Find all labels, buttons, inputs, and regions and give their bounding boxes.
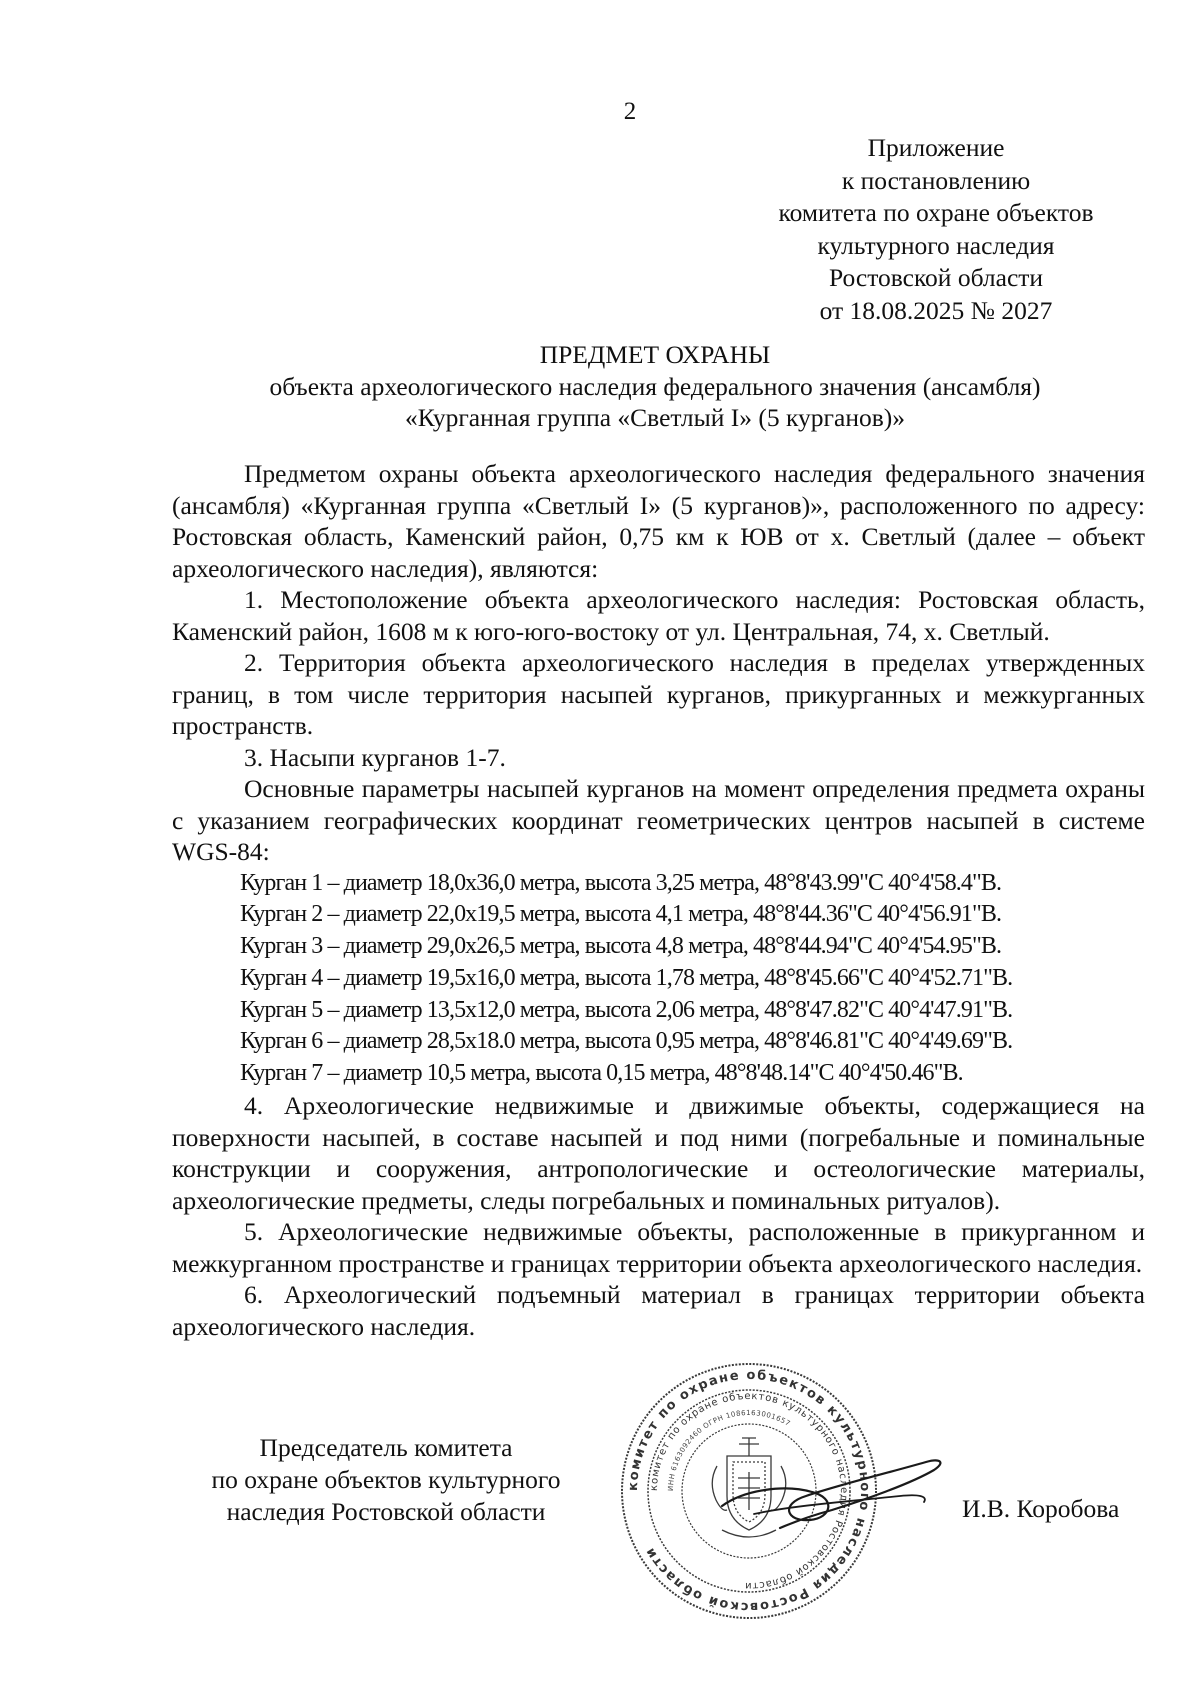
approval-line: Ростовской области: [828, 263, 1044, 292]
item-4-objects: 4. Археологические недвижимые и движимые объекты, содержащиеся на поверхности насыпей, в составе насыпей и под ними (погребальные и поминальные конструкции и сооружения, антропологические и остеологические материалы, археологические предметы, следы погребальных и поминальных ритуалов).: [172, 1091, 1145, 1215]
item-2-territory: 2. Территория объекта археологического наследия в пределах утвержденных границ, в том числе территория насыпей курганов, прикурганных и межкурганных пространств.: [172, 648, 1145, 740]
title-subtitle-line-1: объекта археологического наследия федерального значения (ансамбля): [269, 371, 1041, 401]
intro-paragraph: Предметом охраны объекта археологического наследия федерального значения (ансамбля) «Курганная группа «Светлый I» (5 курганов)», расположенного по адресу: Ростовская область, Каменский район, 0,75 км к ЮВ от х. Светлый (далее – объект археологического наследия), являются:: [172, 459, 1145, 583]
mound-item: Курган 6 – диаметр 28,5х18.0 метра, высота 0,95 метра, 48°8'46.81"С 40°4'49.69"В.: [240, 1028, 1013, 1055]
position-line: наследия Ростовской области: [226, 1497, 546, 1526]
mound-item: Курган 7 – диаметр 10,5 метра, высота 0,15 метра, 48°8'48.14"С 40°4'50.46"В.: [240, 1060, 963, 1087]
seal-id-textpath: ИНН 6163092460 ОГРН 1086163001657: [666, 1408, 792, 1492]
mound-item: Курган 2 – диаметр 22,0х19,5 метра, высота 4,1 метра, 48°8'44.36"С 40°4'56.91"В.: [240, 901, 1002, 928]
signatory-position: [186, 1432, 586, 1528]
approval-line: к постановлению: [841, 165, 1031, 195]
handwritten-signature: [714, 1448, 954, 1540]
approval-line: культурного наследия: [817, 230, 1055, 260]
item-1-location: 1. Местоположение объекта археологического наследия: Ростовская область, Каменский район, 1608 м к юго-юго-востоку от ул. Центральная, 74, х. Светлый.: [172, 585, 1145, 646]
mound-list: [172, 868, 1145, 1091]
mound-item: Курган 4 – диаметр 19,5х16,0 метра, высота 1,78 метра, 48°8'45.66"С 40°4'52.71"В.: [240, 964, 1013, 991]
position-line: по охране объектов культурного: [211, 1465, 561, 1494]
seal-outer-textpath: комитет по охране объектов культурного наследия Ростовской области: [625, 1367, 873, 1615]
seal-inner-textpath: комитет по охране объектов культурного наследия Ростовской области: [648, 1390, 850, 1592]
mound-item: Курган 3 – диаметр 29,0х26,5 метра, высота 4,8 метра, 48°8'44.94"С 40°4'54.95"В.: [240, 933, 1002, 960]
mound-item: Курган 5 – диаметр 13,5х12,0 метра, высота 2,06 метра, 48°8'47.82"С 40°4'47.91"В.: [240, 996, 1013, 1023]
item-5-immovable-objects: 5. Археологические недвижимые объекты, расположенные в прикурганном и межкурганном пространстве и границах территории объекта археологического наследия.: [172, 1217, 1145, 1278]
item-3-mounds: 3. Насыпи курганов 1-7.: [244, 742, 506, 772]
signatory-name: И.В. Коробова: [962, 1494, 1120, 1523]
approval-line: Приложение: [867, 133, 1005, 162]
approval-line: от 18.08.2025 № 2027: [819, 295, 1053, 325]
title-subtitle-line-2: «Курганная группа «Светлый I» (5 курганов)»: [404, 403, 905, 432]
page-number: 2: [623, 98, 637, 125]
parameters-paragraph: Основные параметры насыпей курганов на момент определения предмета охраны с указанием географических координат геометрических центров насыпей в системе WGS-84:: [172, 774, 1145, 866]
document-title: [180, 339, 1130, 434]
mound-item: Курган 1 – диаметр 18,0х36,0 метра, высота 3,25 метра, 48°8'43.99"С 40°4'58.4"В.: [240, 869, 1002, 896]
item-6-surface-material: 6. Археологический подъемный материал в границах территории объекта археологического наследия.: [172, 1280, 1145, 1341]
approval-line: комитета по охране объектов: [778, 198, 1094, 227]
position-line: Председатель комитета: [259, 1433, 513, 1462]
title-heading: ПРЕДМЕТ ОХРАНЫ: [539, 340, 771, 369]
approval-block: [756, 132, 1116, 327]
document-body: [172, 458, 1145, 1342]
